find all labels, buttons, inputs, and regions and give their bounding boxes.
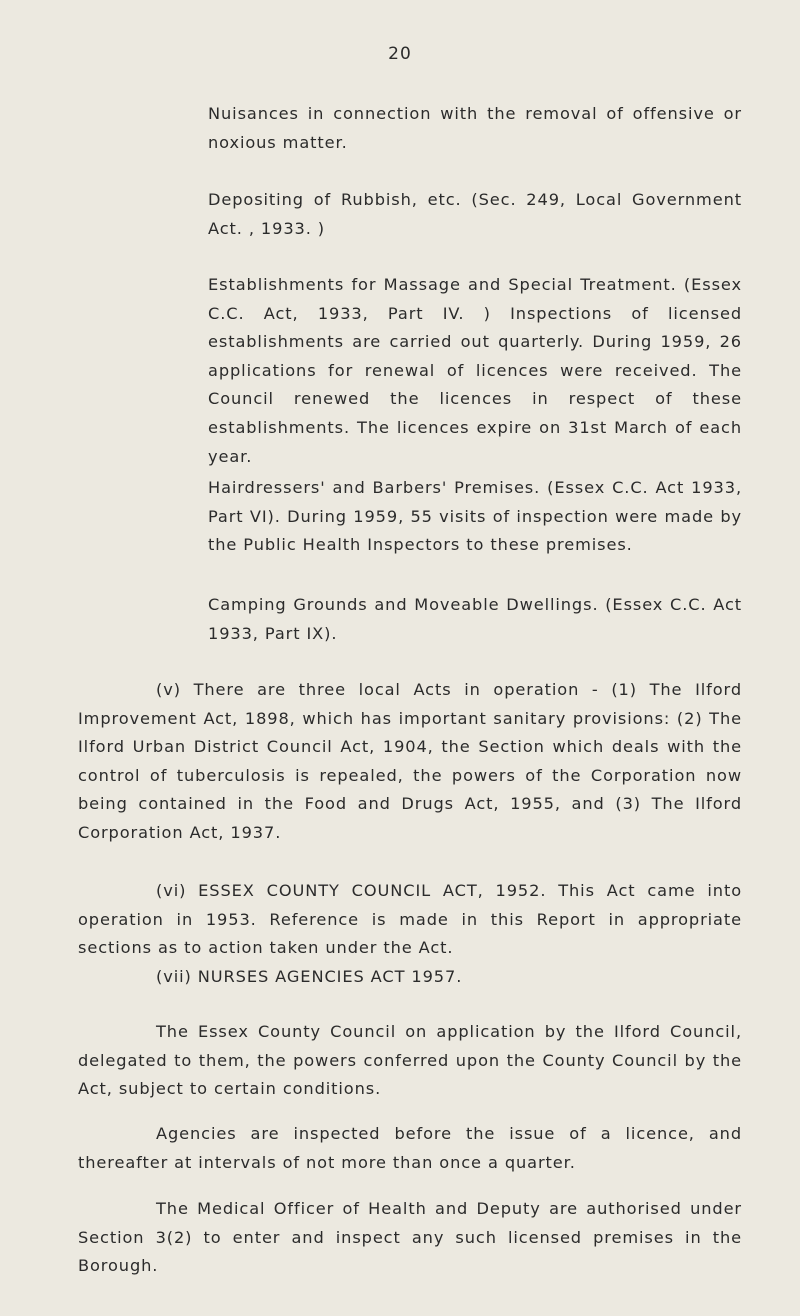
- paragraph-massage-establishments: Establishments for Massage and Special Treatment. (Essex C.C. Act, 1933, Part IV. ) Inspections of licensed establishments are carried out quarterly. During 1959, 26 applications for renewal of licences were received. The Council renewed the licences in respect of these establishments. The licences expire on 31st March of each year.: [208, 275, 742, 466]
- paragraph-depositing-rubbish: Depositing of Rubbish, etc. (Sec. 249, Local Government Act. , 1933. ): [208, 190, 742, 238]
- paragraph-hairdressers-premises: Hairdressers' and Barbers' Premises. (Essex C.C. Act 1933, Part VI). During 1959, 55 visits of inspection were made by the Public Health Inspectors to these premises.: [208, 478, 742, 555]
- paragraph-agencies-inspection: Agencies are inspected before the issue of a licence, and thereafter at intervals of not more than once a quarter.: [78, 1124, 742, 1172]
- paragraph-nuisances: Nuisances in connection with the removal of offensive or noxious matter.: [208, 104, 742, 152]
- paragraph-essex-delegation: The Essex County Council on application by the Ilford Council, delegated to them, the powers conferred upon the County Council by the Act, subject to certain conditions.: [78, 1022, 742, 1099]
- heading-nurses-agencies-act: (vii) NURSES AGENCIES ACT 1957.: [156, 967, 463, 986]
- paragraph-essex-county-council-act: (vi) ESSEX COUNTY COUNCIL ACT, 1952. This Act came into operation in 1953. Reference is made in this Report in appropriate sections as to action taken under the Act.: [78, 881, 742, 958]
- paragraph-local-acts: (v) There are three local Acts in operation - (1) The Ilford Improvement Act, 1898, which has important sanitary provisions: (2) The Ilford Urban District Council Act, 1904, the Section which deals with the control of tuberculosis is repealed, the powers of the Corporation now being contained in the Food and Drugs Act, 1955, and (3) The Ilford Corporation Act, 1937.: [78, 680, 742, 842]
- page-number: 20: [388, 44, 412, 64]
- paragraph-medical-officer: The Medical Officer of Health and Deputy are authorised under Section 3(2) to enter and inspect any such licensed premises in the Borough.: [78, 1199, 742, 1276]
- paragraph-camping-grounds: Camping Grounds and Moveable Dwellings. (Essex C.C. Act 1933, Part IX).: [208, 595, 742, 643]
